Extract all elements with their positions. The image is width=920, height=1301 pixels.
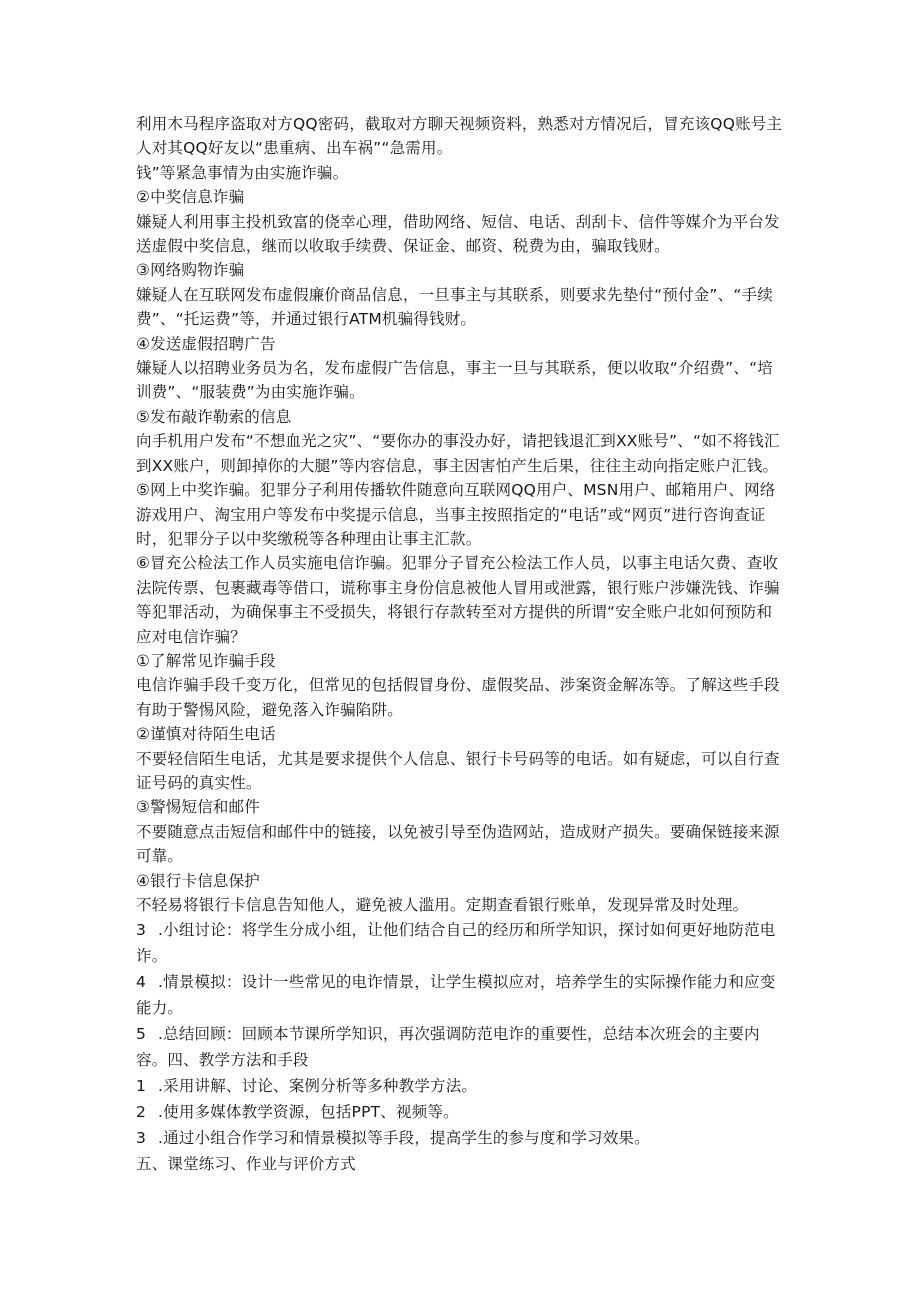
paragraph: ⑥冒充公检法工作人员实施电信诈骗。犯罪分子冒充公检法工作人员，以事主电话欠费、查收法院传票、包裹藏毒等借口，谎称事主身份信息被他人冒用或泄露，银行账户涉嫌洗钱、诈骗等犯罪活动，为确保事主不受损失，将银行存款转至对方提供的所谓“安全账户北如何预防和应对电信诈骗？ (136, 554, 780, 646)
paragraph: 嫌疑人以招聘业务员为名，发布虚假广告信息，事主一旦与其联系，便以收取“介绍费”、“培训费”、“服装费”为由实施诈骗。 (136, 359, 773, 402)
numbered-item (136, 969, 786, 1021)
paragraph: 不轻易将银行卡信息告知他人，避免被人滥用。定期查看银行账单，发现异常及时处理。 (136, 896, 749, 914)
paragraph: 不要轻信陌生电话，尤其是要求提供个人信息、银行卡号码等的电话。如有疑虑，可以自行查证号码的真实性。 (136, 749, 780, 792)
numbered-item (136, 1099, 786, 1125)
list-heading: ④发送虚假招聘广告 (136, 334, 276, 353)
list-heading: ①了解常见诈骗手段 (136, 651, 276, 670)
item-text: .采用讲解、讨论、案例分析等多种教学方法。 (158, 1077, 478, 1096)
numbered-item (136, 917, 786, 969)
item-number: 1 (136, 1077, 147, 1096)
item-text: .使用多媒体教学资源，包括PPT、视频等。 (158, 1103, 459, 1122)
item-number: 4 (136, 973, 147, 992)
list-heading: ②谨慎对待陌生电话 (136, 725, 276, 744)
list-heading: ②中奖信息诈骗 (136, 188, 245, 207)
list-heading: ③网络购物诈骗 (136, 261, 245, 280)
list-heading: ⑤发布敲诈勒索的信息 (136, 407, 292, 426)
numbered-item (136, 1073, 786, 1099)
numbered-item (136, 1021, 786, 1073)
list-heading: ④银行卡信息保护 (136, 871, 260, 890)
document-body (136, 112, 786, 1177)
item-text: .通过小组合作学习和情景模拟等手段，提高学生的参与度和学习效果。 (158, 1129, 650, 1148)
item-text: .总结回顾：回顾本节课所学知识，再次强调防范电诈的重要性，总结本次班会的主要内容。四、教学方法和手段 (136, 1025, 760, 1070)
paragraph: 向手机用户发布“不想血光之灾”、“要你办的事没办好，请把钱退汇到XX账号”、“如不将钱汇到XX账户，则卸掉你的大腿”等内容信息，事主因害怕产生后果，往往主动向指定账户汇钱。 (136, 432, 780, 475)
item-text: .情景模拟：设计一些常见的电诈情景，让学生模拟应对，培养学生的实际操作能力和应变能力。 (136, 973, 776, 1018)
paragraph: 电信诈骗手段千变万化，但常见的包括假冒身份、虚假奖品、涉案资金解冻等。了解这些手段有助于警惕风险，避免落入诈骗陷阱。 (136, 676, 780, 719)
paragraph: 不要随意点击短信和邮件中的链接，以免被引导至伪造网站，造成财产损失。要确保链接来源可靠。 (136, 822, 780, 866)
item-number: 3 (136, 1129, 147, 1148)
paragraph: 利用木马程序盗取对方QQ密码，截取对方聊天视频资料，熟悉对方情况后，冒充该QQ账号主人对其QQ好友以“患重病、出车祸”“急需用。 (136, 115, 783, 158)
item-number: 3 (136, 921, 147, 940)
item-text: .小组讨论：将学生分成小组，让他们结合自己的经历和所学知识，探讨如何更好地防范电诈。 (136, 921, 776, 966)
numbered-item (136, 1125, 786, 1151)
item-number: 2 (136, 1103, 147, 1122)
list-heading: ③警惕短信和邮件 (136, 798, 260, 817)
paragraph: 嫌疑人利用事主投机致富的侥幸心理，借助网络、短信、电话、刮刮卡、信件等媒介为平台发送虚假中奖信息，继而以收取手续费、保证金、邮资、税费为由，骗取钱财。 (136, 212, 780, 256)
paragraph: 钱”等紧急事情为由实施诈骗。 (136, 163, 349, 182)
item-number: 5 (136, 1025, 147, 1044)
section-heading: 五、课堂练习、作业与评价方式 (136, 1155, 356, 1174)
paragraph: 嫌疑人在互联网发布虚假廉价商品信息，一旦事主与其联系，则要求先垫付“预付金”、“手续费”、“托运费”等，并通过银行ATM机骗得钱财。 (136, 285, 773, 329)
paragraph: ⑤网上中奖诈骗。犯罪分子利用传播软件随意向互联网QQ用户、MSN用户、邮箱用户、网络游戏用户、淘宝用户等发布中奖提示信息，当事主按照指定的“电话”或“网页”进行咨询查证时，犯罪分子以中奖缴税等各种理由让事主汇款。 (136, 481, 776, 548)
